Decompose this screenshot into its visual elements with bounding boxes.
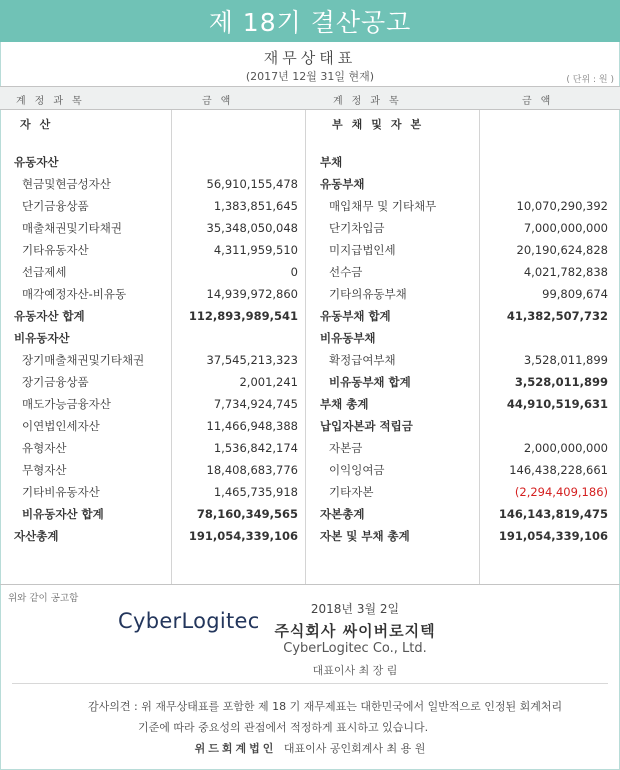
row-label: 자산총계 — [14, 529, 59, 543]
row-label: 자본총계 — [320, 507, 365, 521]
row-label: 매도가능금융자산 — [22, 397, 111, 411]
row-amount: 3,528,011,899 — [523, 353, 608, 367]
row-amount: 56,910,155,478 — [206, 177, 298, 191]
row-amount: 14,939,972,860 — [206, 287, 298, 301]
statement-date: (2017년 12월 31일 현재) — [245, 70, 375, 83]
row-amount: 0 — [290, 265, 298, 279]
row-label: 유동자산 합계 — [14, 309, 85, 323]
company-name-korean: 주식회사 싸이버로지텍 — [274, 622, 436, 640]
row-amount: 78,160,349,565 — [196, 507, 298, 521]
row-label: 선급제세 — [22, 265, 67, 279]
header-amount-right: 금액 — [522, 96, 560, 107]
row-amount: 146,438,228,661 — [509, 463, 608, 477]
table-row — [0, 151, 620, 173]
table-row — [0, 525, 620, 547]
row-amount: 1,536,842,174 — [213, 441, 298, 455]
row-amount: 35,348,050,048 — [206, 221, 298, 235]
row-label: 비유동자산 — [14, 331, 70, 345]
row-label: 단기차입금 — [329, 221, 385, 235]
row-amount: 44,910,519,631 — [506, 397, 608, 411]
row-label: 기타의유동부채 — [329, 287, 407, 301]
row-label: 유동부채 합계 — [320, 309, 391, 323]
table-row — [0, 305, 620, 327]
row-label: 현금및현금성자산 — [22, 177, 111, 191]
section-assets: 자산 — [20, 118, 60, 131]
row-label: 유형자산 — [22, 441, 67, 455]
audit-opinion-line-1: 감사의견 : 위 재무상태표를 포함한 제 18 기 재무제표는 대한민국에서 일반적으로 인정된 회계처리 — [88, 700, 563, 713]
company-logo: CyberLogitec — [118, 609, 260, 633]
row-label: 유동자산 — [14, 155, 59, 169]
table-header — [0, 86, 620, 110]
statement-title: 재무상태표 — [263, 49, 357, 67]
row-amount: 11,466,948,388 — [206, 419, 298, 433]
unit-label: ( 단위 : 원 ) — [566, 75, 614, 85]
row-label: 무형자산 — [22, 463, 67, 477]
row-label: 부채 총계 — [320, 397, 369, 411]
row-label: 기타자본 — [329, 485, 374, 499]
company-name-english: CyberLogitec Co., Ltd. — [283, 641, 427, 656]
banner-title: 제 18기 결산공고 — [208, 8, 412, 37]
row-label: 납입자본과 적립금 — [320, 419, 413, 433]
row-amount: 2,001,241 — [239, 375, 298, 389]
table-row — [0, 239, 620, 261]
row-label: 확정급여부채 — [329, 353, 396, 367]
row-amount: 4,021,782,838 — [523, 265, 608, 279]
table-row — [0, 437, 620, 459]
table-row — [0, 283, 620, 305]
row-label: 유동부채 — [320, 177, 365, 191]
notice-text: 위와 같이 공고함 — [8, 593, 79, 604]
row-label: 미지급법인세 — [329, 243, 396, 257]
table-row — [0, 349, 620, 371]
section-liabilities-equity: 부채및자본 — [332, 118, 431, 131]
row-amount: 18,408,683,776 — [206, 463, 298, 477]
row-label: 선수금 — [329, 265, 363, 279]
row-amount: 146,143,819,475 — [498, 507, 608, 521]
row-amount: (2,294,409,186) — [514, 485, 608, 499]
row-amount: 1,383,851,645 — [213, 199, 298, 213]
row-amount: 4,311,959,510 — [213, 243, 298, 257]
row-label: 매각예정자산-비유동 — [22, 287, 127, 301]
row-label: 기타유동자산 — [22, 243, 89, 257]
row-label: 매출채권및기타채권 — [22, 221, 122, 235]
header-account-left: 계정과목 — [16, 96, 91, 107]
row-amount: 99,809,674 — [542, 287, 608, 301]
row-amount: 191,054,339,106 — [188, 529, 298, 543]
row-label: 비유동부채 합계 — [329, 375, 411, 389]
row-label: 장기금융상품 — [22, 375, 89, 389]
row-label: 이익잉여금 — [329, 463, 385, 477]
row-amount: 20,190,624,828 — [516, 243, 608, 257]
table-row — [0, 261, 620, 283]
header-account-right: 계정과목 — [333, 96, 408, 107]
table-row — [0, 393, 620, 415]
audit-firm: 위드회계법인 — [194, 742, 277, 755]
table-row — [0, 371, 620, 393]
table-row — [0, 327, 620, 349]
row-amount: 7,734,924,745 — [213, 397, 298, 411]
row-amount: 10,070,290,392 — [516, 199, 608, 213]
row-amount: 7,000,000,000 — [523, 221, 608, 235]
row-label: 매입채무 및 기타채무 — [329, 199, 437, 213]
table-bottom-rule — [0, 584, 620, 585]
row-amount: 112,893,989,541 — [188, 309, 298, 323]
row-label: 단기금융상품 — [22, 199, 89, 213]
auditor-signature — [0, 740, 620, 756]
table-row — [0, 415, 620, 437]
row-label: 부채 — [320, 155, 343, 169]
row-amount: 191,054,339,106 — [498, 529, 608, 543]
header-amount-left: 금액 — [202, 96, 240, 107]
row-label: 기타비유동자산 — [22, 485, 100, 499]
audit-opinion-line-2: 기준에 따라 중요성의 관점에서 적정하게 표시하고 있습니다. — [138, 721, 429, 734]
auditor-name: 대표이사 공인회계사 최 용 원 — [283, 742, 426, 755]
table-row — [0, 217, 620, 239]
row-amount: 41,382,507,732 — [506, 309, 608, 323]
row-label: 이연법인세자산 — [22, 419, 100, 433]
ceo-name: 대표이사 최 장 림 — [312, 664, 398, 677]
row-amount: 1,465,735,918 — [213, 485, 298, 499]
table-row — [0, 173, 620, 195]
announcement-date: 2018년 3월 2일 — [310, 602, 400, 616]
title-banner — [0, 0, 620, 42]
row-label: 자본금 — [329, 441, 363, 455]
table-row — [0, 459, 620, 481]
table-row — [0, 195, 620, 217]
row-label: 장기매출채권및기타채권 — [22, 353, 145, 367]
row-amount: 3,528,011,899 — [514, 375, 608, 389]
divider — [12, 683, 608, 684]
row-amount: 2,000,000,000 — [523, 441, 608, 455]
row-label: 자본 및 부채 총계 — [320, 529, 410, 543]
table-row — [0, 503, 620, 525]
row-label: 비유동부채 — [320, 331, 376, 345]
row-amount: 37,545,213,323 — [206, 353, 298, 367]
table-row — [0, 481, 620, 503]
row-label: 비유동자산 합계 — [22, 507, 104, 521]
